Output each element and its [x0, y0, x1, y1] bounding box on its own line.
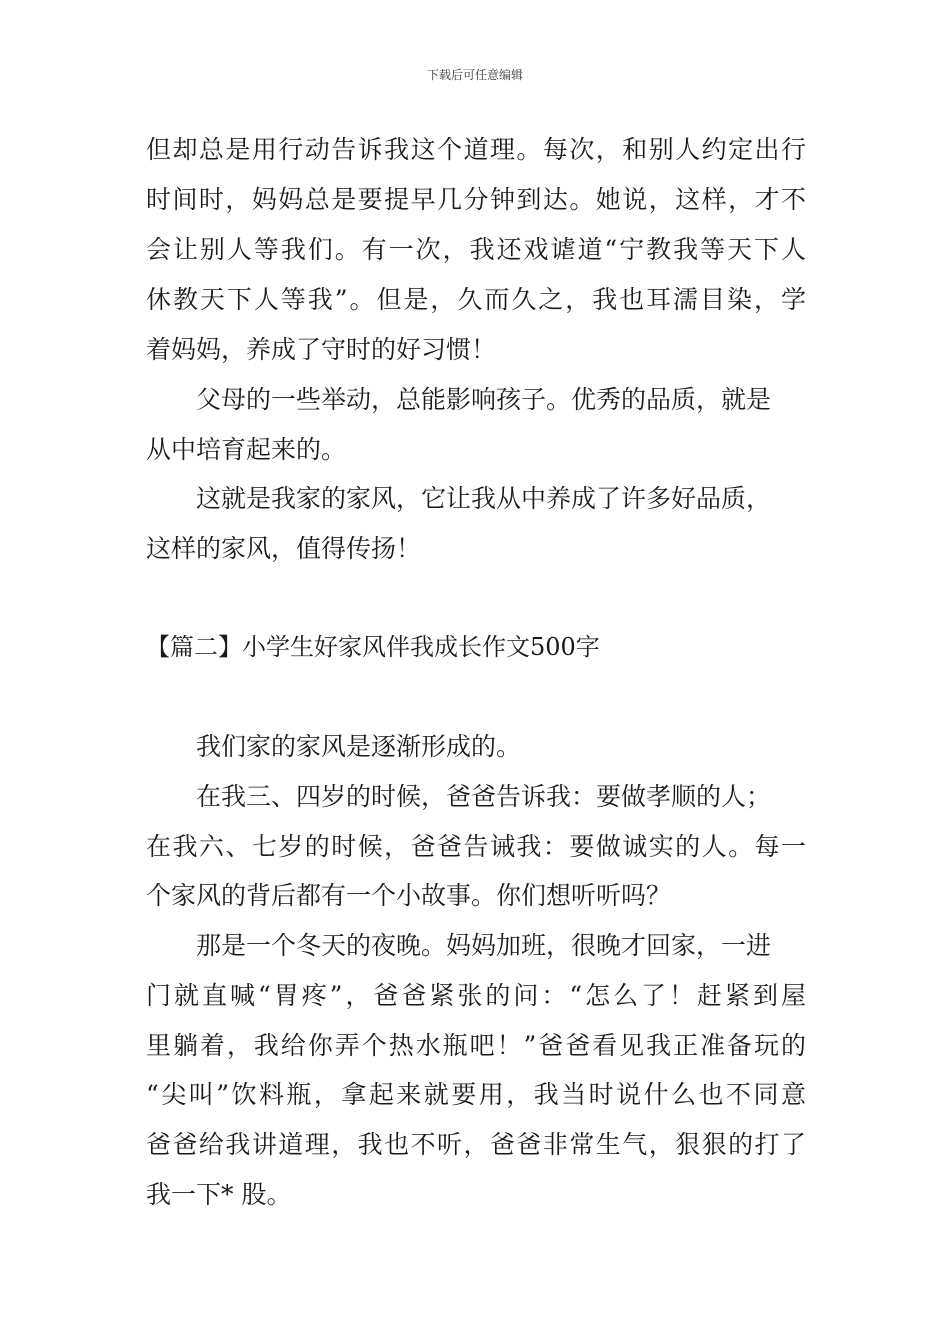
- paragraph-line: 我一下* 股。: [146, 1180, 292, 1209]
- paragraph-line: 父母的一些举动，总能影响孩子。优秀的品质，就是: [196, 385, 772, 414]
- paragraph-line: 这就是我家的家风，它让我从中养成了许多好品质，: [196, 484, 772, 513]
- paragraph-line: 那是一个冬天的夜晚。妈妈加班，很晚才回家，一进: [196, 931, 772, 960]
- paragraph-line: 个家风的背后都有一个小故事。你们想听听吗？: [146, 881, 672, 910]
- paragraph-line: 会让别人等我们。有一次，我还戏谑道“宁教我等天下人: [146, 235, 806, 264]
- section-heading: 【篇二】小学生好家风伴我成长作文500字: [146, 633, 600, 661]
- paragraph-line: 时间时，妈妈总是要提早几分钟到达。她说，这样，才不: [146, 185, 806, 214]
- paragraph-line: 爸爸给我讲道理，我也不听，爸爸非常生气，狠狠的打了: [146, 1130, 806, 1159]
- page-header-note: 下载后可任意编辑: [426, 68, 523, 82]
- paragraph-line: 从中培育起来的。: [146, 435, 347, 464]
- paragraph-line: 里躺着，我给你弄个热水瓶吧！”爸爸看见我正准备玩的: [146, 1031, 806, 1060]
- paragraph-line: 在我六、七岁的时候，爸爸告诫我：要做诚实的人。每一: [146, 832, 806, 861]
- paragraph-line: 着妈妈，养成了守时的好习惯！: [146, 335, 497, 364]
- paragraph-line: “尖叫”饮料瓶，拿起来就要用，我当时说什么也不同意: [146, 1080, 806, 1109]
- paragraph-line: 在我三、四岁的时候，爸爸告诉我：要做孝顺的人；: [196, 782, 772, 811]
- paragraph-line: 门就直喊“胃疼”，爸爸紧张的问：“怎么了！赶紧到屋: [146, 981, 806, 1010]
- paragraph-line: 这样的家风，值得传扬！: [146, 534, 422, 563]
- paragraph-line: 我们家的家风是逐渐形成的。: [196, 732, 522, 761]
- paragraph-line: 但却总是用行动告诉我这个道理。每次，和别人约定出行: [146, 135, 806, 164]
- paragraph-line: 休教天下人等我”。但是，久而久之，我也耳濡目染，学: [146, 285, 806, 314]
